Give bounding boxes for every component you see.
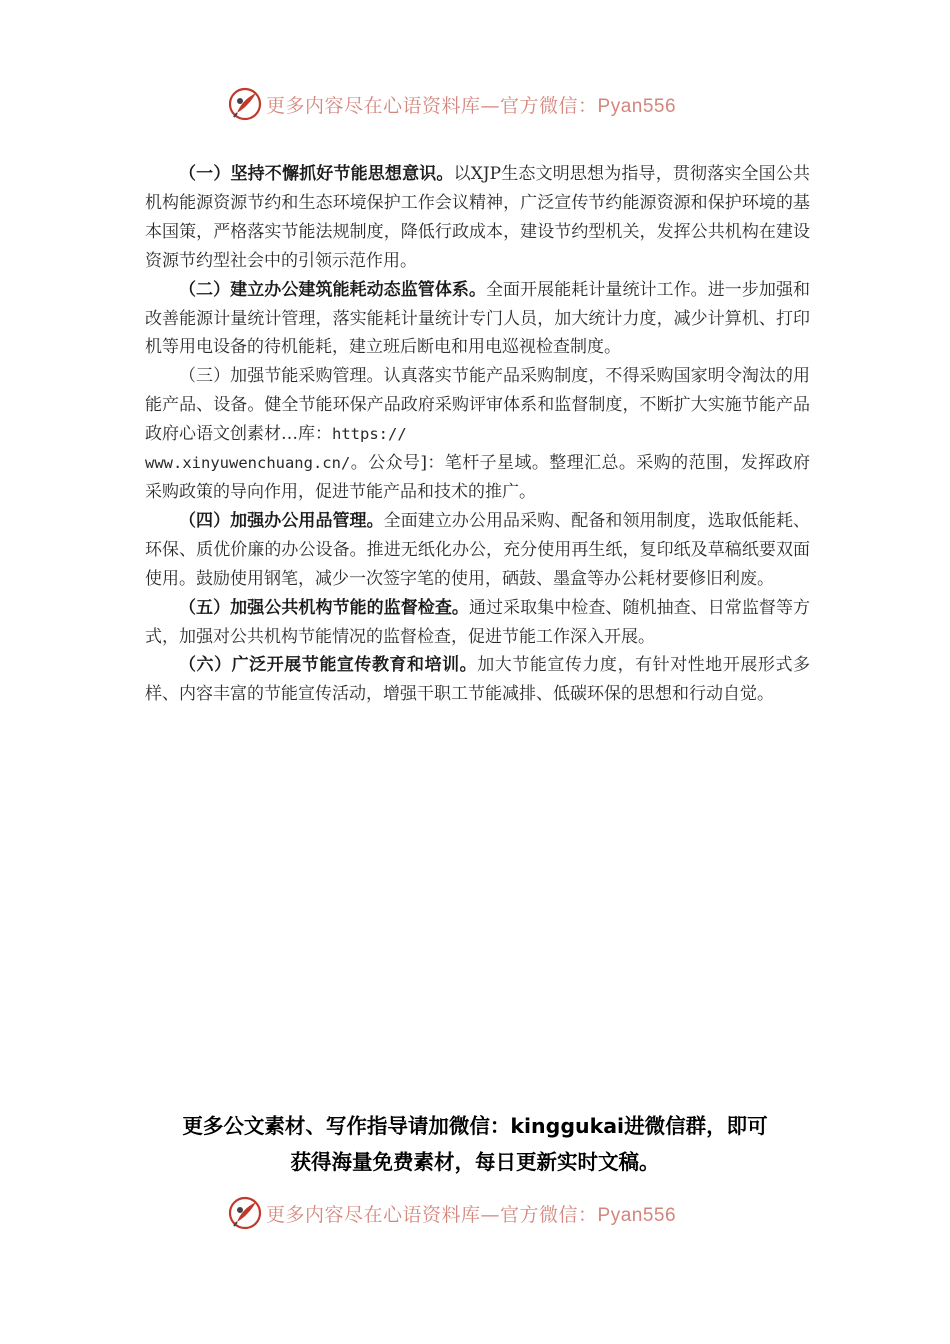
resource-link-part2: www.xinyuwenchuang.cn/ bbox=[145, 454, 351, 473]
paragraph-6-body: 加大节能宣传力度，有针对性地开展形式多样、内容丰富的节能宣传活动，增强干职工节能减排、低碳环保的思想和行动自觉。 bbox=[145, 655, 811, 705]
footer-banner-text: 更多内容尽在心语资料库—官方微信：Pyan556 bbox=[266, 1203, 677, 1226]
paragraph-5-heading: （五）加强公共机构节能的监督检查。 bbox=[179, 597, 469, 618]
quill-logo-icon bbox=[228, 87, 262, 121]
quill-logo-icon bbox=[228, 1196, 262, 1230]
paragraph-6 bbox=[145, 651, 810, 709]
footer-wechat-id: Pyan556 bbox=[597, 1204, 677, 1226]
paragraph-2 bbox=[145, 276, 810, 363]
header-wechat-id: Pyan556 bbox=[597, 95, 677, 117]
paragraph-3-text: （三）加强节能采购管理。认真落实节能产品采购制度，不得采购国家明令淘汰的用能产品、设备。健全节能环保产品政府采购评审体系和监督制度，不断扩大实施节能产品政府心语文创素材…库： bbox=[145, 366, 810, 445]
promo-notice bbox=[120, 1108, 830, 1180]
paragraph-6-heading: （六）广泛开展节能宣传教育和培训。 bbox=[179, 655, 478, 676]
paragraph-5 bbox=[145, 594, 810, 652]
paragraph-1-body: 以XJP生态文明思想为指导，贯彻落实全国公共机构能源资源节约和生态环境保护工作会议精神，广泛宣传节约能源资源和保护环境的基本国策，严格落实节能法规制度，降低行政成本，建设节约型机关，发挥公共机构在建设资源节约型社会中的引领示范作用。 bbox=[145, 164, 810, 271]
header-banner-text: 更多内容尽在心语资料库—官方微信：Pyan556 bbox=[266, 94, 677, 117]
document-body bbox=[145, 160, 810, 709]
promo-line-2: 获得海量免费素材，每日更新实时文稿。 bbox=[290, 1150, 660, 1174]
header-banner bbox=[228, 86, 748, 122]
paragraph-3-tail: 。公众号]：笔杆子星域。整理汇总。采购的范围，发挥政府采购政策的导向作用，促进节能产品和技术的推广。 bbox=[145, 453, 810, 502]
paragraph-1 bbox=[145, 160, 810, 276]
paragraph-4-heading: （四）加强办公用品管理。 bbox=[179, 510, 384, 531]
paragraph-1-heading: （一）坚持不懈抓好节能思想意识。 bbox=[179, 164, 454, 184]
paragraph-2-heading: （二）建立办公建筑能耗动态监管体系。 bbox=[179, 279, 486, 300]
paragraph-2-body: 全面开展能耗计量统计工作。进一步加强和改善能源计量统计管理，落实能耗计量统计专门人员，加大统计力度，减少计算机、打印机等用电设备的待机能耗，建立班后断电和用电巡视检查制度。 bbox=[145, 279, 810, 358]
footer-banner bbox=[228, 1195, 748, 1231]
paragraph-3 bbox=[145, 362, 810, 507]
resource-link-part1: https:// bbox=[332, 425, 407, 444]
paragraph-4-body: 全面建立办公用品采购、配备和领用制度，选取低能耗、环保、质优价廉的办公设备。推进无纸化办公，充分使用再生纸，复印纸及草稿纸要双面使用。鼓励使用钢笔，减少一次签字笔的使用，硒鼓、墨盒等办公耗材要修旧利废。 bbox=[145, 510, 811, 589]
paragraph-5-body: 通过采取集中检查、随机抽查、日常监督等方式，加强对公共机构节能情况的监督检查，促进节能工作深入开展。 bbox=[145, 597, 811, 647]
promo-line-1: 更多公文素材、写作指导请加微信：kinggukai进微信群，即可 bbox=[182, 1114, 768, 1138]
paragraph-4 bbox=[145, 507, 810, 594]
